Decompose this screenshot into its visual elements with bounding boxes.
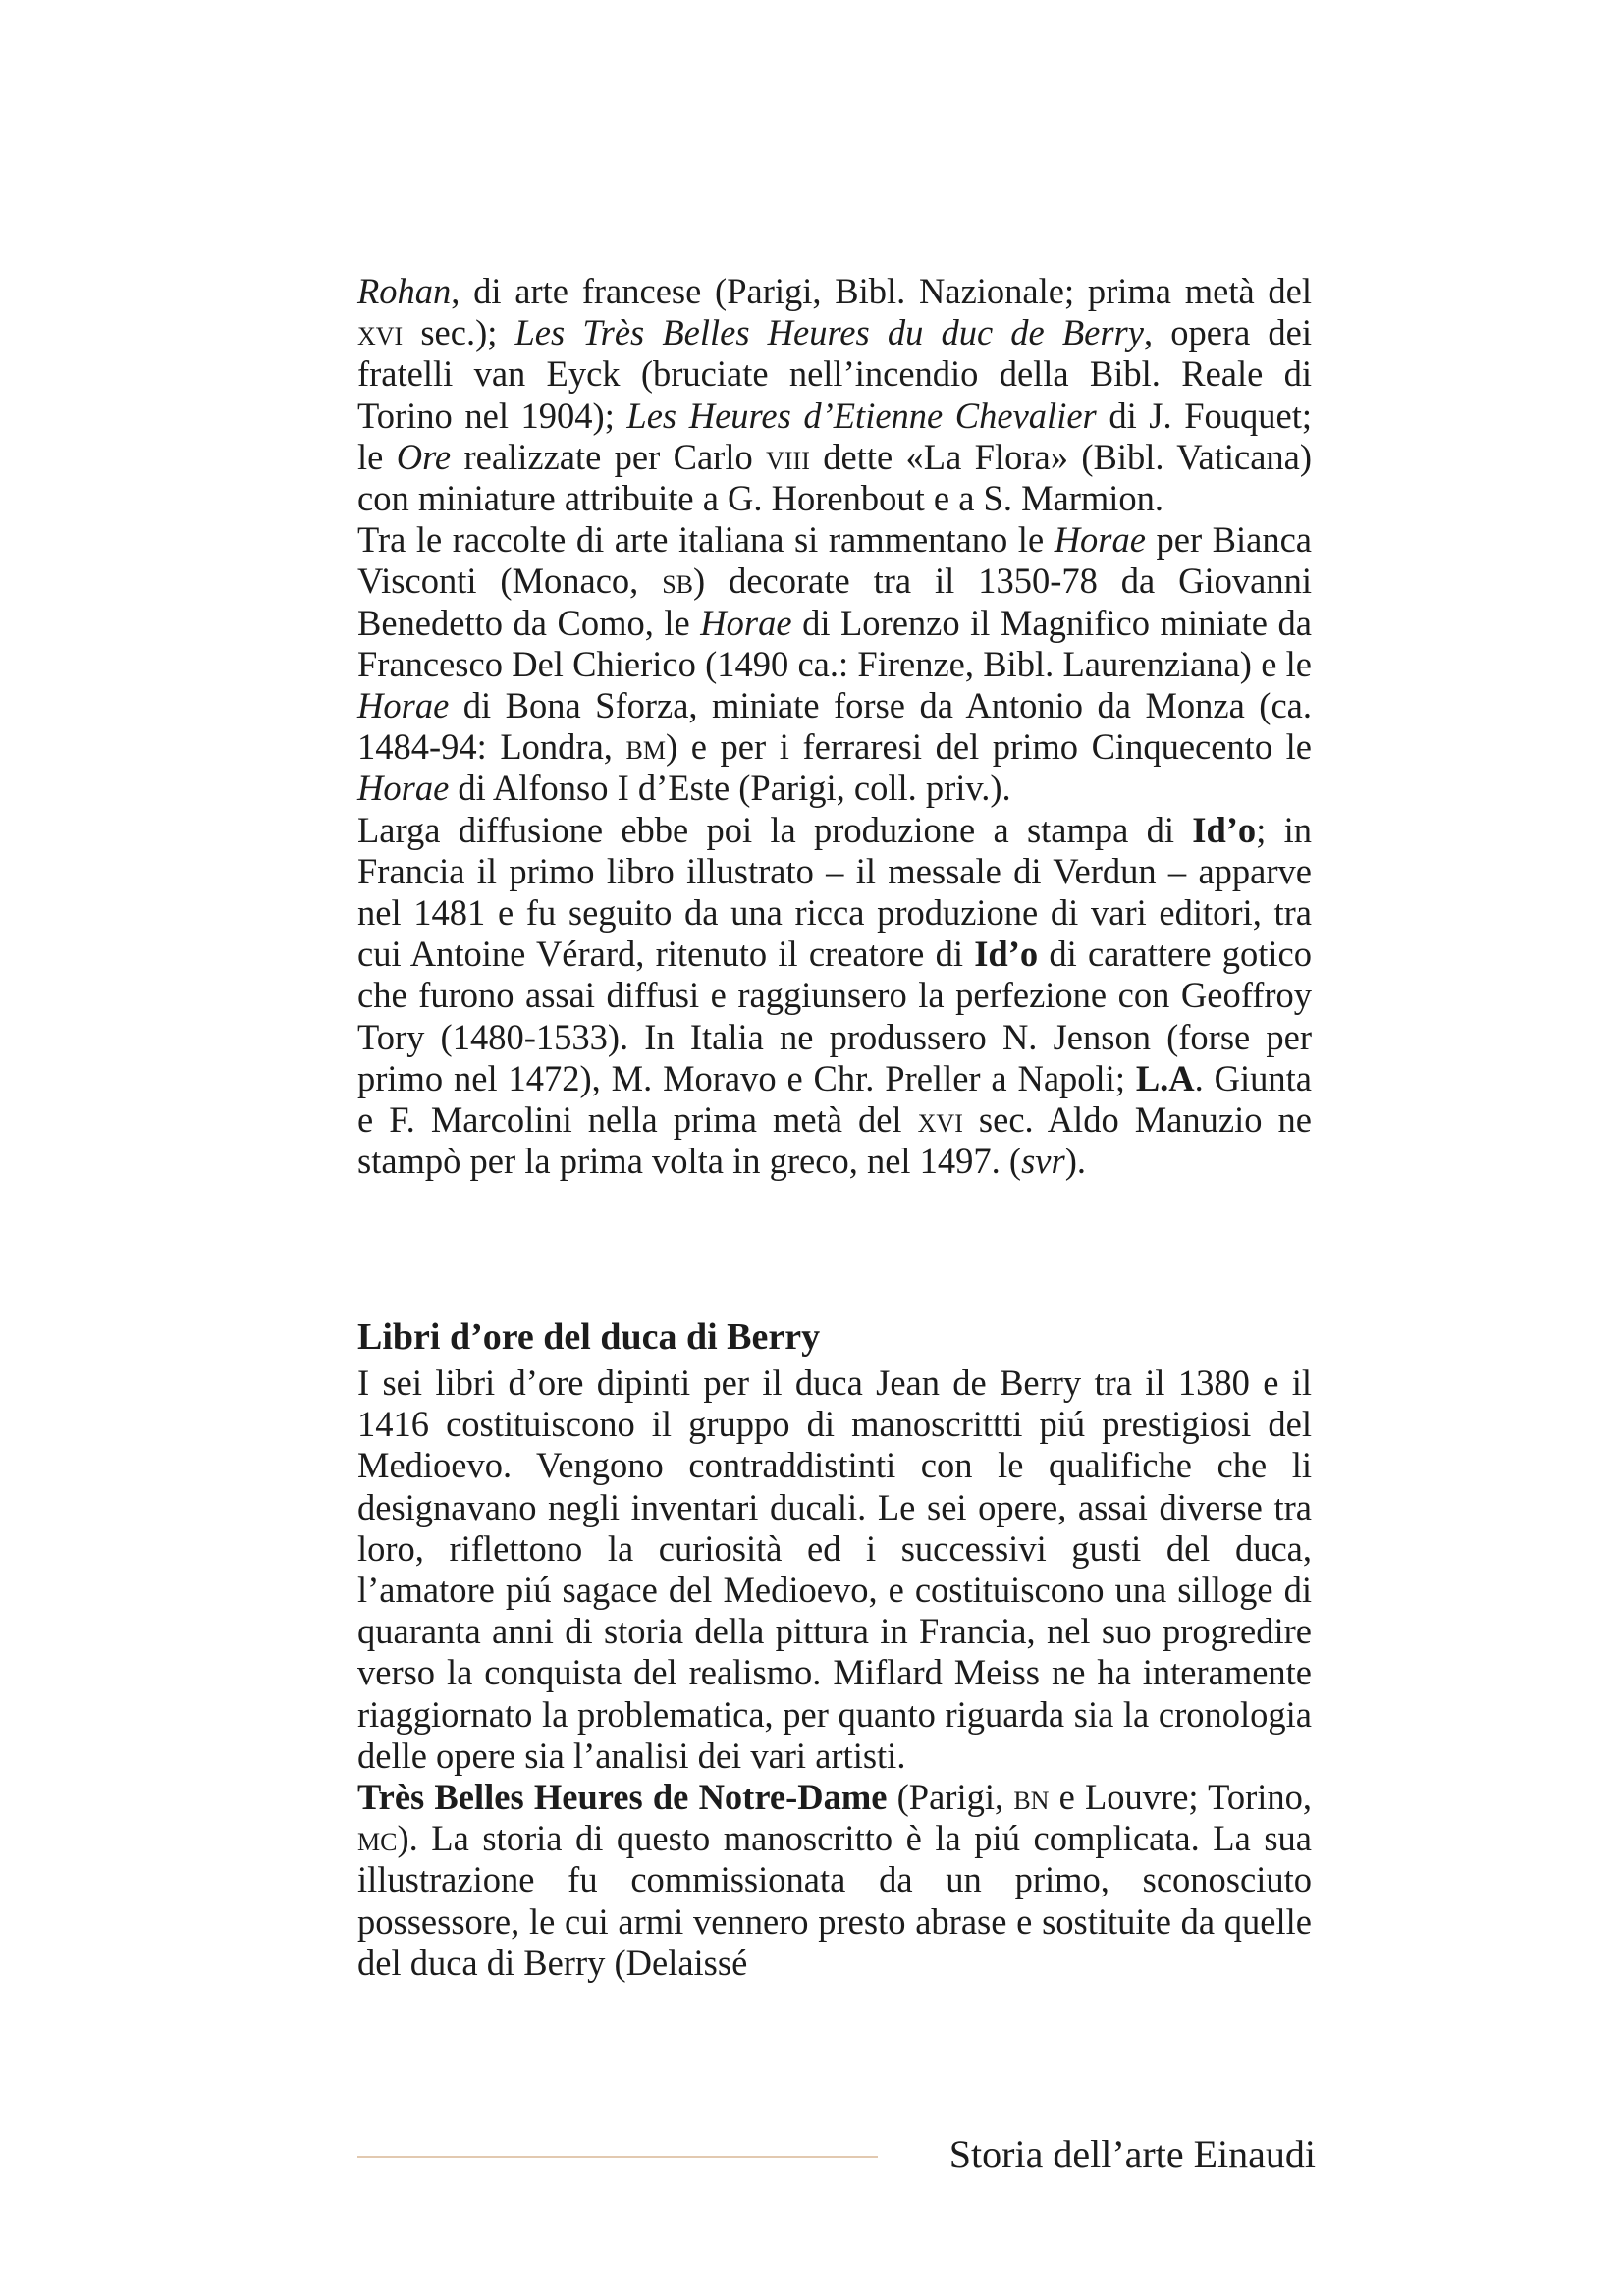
body-text-bottom <box>357 1362 1312 1984</box>
paragraph-italian-collections: Tra le raccolte di arte italiana si rammentano le Horae per Bianca Visconti (Monaco, sb) decorate tra il 1350-78 da Giovanni Benedetto da Como, le Horae di Lorenzo il Magnifico miniate da Francesco Del Chierico (1490 ca.: Firenze, Bibl. Laurenziana) e le Horae di Bona Sforza, miniate forse da Antonio da Monza (ca. 1484-94: Londra, bm) e per i ferraresi del primo Cinquecento le Horae di Alfonso I d’Este (Parigi, coll. priv.). <box>357 519 1312 809</box>
section-heading: Libri d’ore del duca di Berry <box>357 1316 821 1358</box>
paragraph-notre-dame: Très Belles Heures de Notre-Dame (Parigi, bn e Louvre; Torino, mc). La storia di questo manoscritto è la piú complicata. La sua illustrazione fu commissionata da un primo, sconosciuto possessore, le cui armi vennero presto abrase e sostituite da quelle del duca di Berry (Delaissé <box>357 1777 1313 1983</box>
footer-divider <box>357 2156 878 2158</box>
paragraph-rohan: Rohan, di arte francese (Parigi, Bibl. Nazionale; prima metà del xvi sec.); Les Très Belles Heures du duc de Berry, opera dei fratelli van Eyck (bruciate nell’incendio della Bibl. Reale di Torino nel 1904); Les Heures d’Etienne Chevalier di J. Fouquet; le Ore realizzate per Carlo viii dette «La Flora» (Bibl. Vaticana) con miniature attribuite a G. Horenbout e a S. Marmion. <box>357 271 1313 519</box>
footer-title: Storia dell’arte Einaudi <box>948 2132 1316 2176</box>
body-text-top <box>357 271 1312 1182</box>
paragraph-berry-intro: I sei libri d’ore dipinti per il duca Jean de Berry tra il 1380 e il 1416 costituiscono il gruppo di manoscrittti piú prestigiosi del Medioevo. Vengono contraddistinti con le qualifiche che li designavano negli inventari ducali. Le sei opere, assai diverse tra loro, riflettono la curiosità ed i successivi gusti del duca, l’amatore piú sagace del Medioevo, e costituiscono una silloge di quaranta anni di storia della pittura in Francia, nel suo progredire verso la conquista del realismo. Miflard Meiss ne ha interamente riaggiornato la problematica, per quanto riguarda sia la cronologia delle opere sia l’analisi dei vari artisti. <box>357 1362 1312 1776</box>
paragraph-printing: Larga diffusione ebbe poi la produzione a stampa di Id’o; in Francia il primo libro illustrato – il messale di Verdun – apparve nel 1481 e fu seguito da una ricca produzione di vari editori, tra cui Antoine Vérard, ritenuto il creatore di Id’o di carattere gotico che furono assai diffusi e raggiunsero la perfezione con Geoffroy Tory (1480-1533). In Italia ne produssero N. Jenson (forse per primo nel 1472), M. Moravo e Chr. Preller a Napoli; L.A. Giunta e F. Marcolini nella prima metà del xvi sec. Aldo Manuzio ne stampò per la prima volta in greco, nel 1497. (svr). <box>357 809 1312 1182</box>
